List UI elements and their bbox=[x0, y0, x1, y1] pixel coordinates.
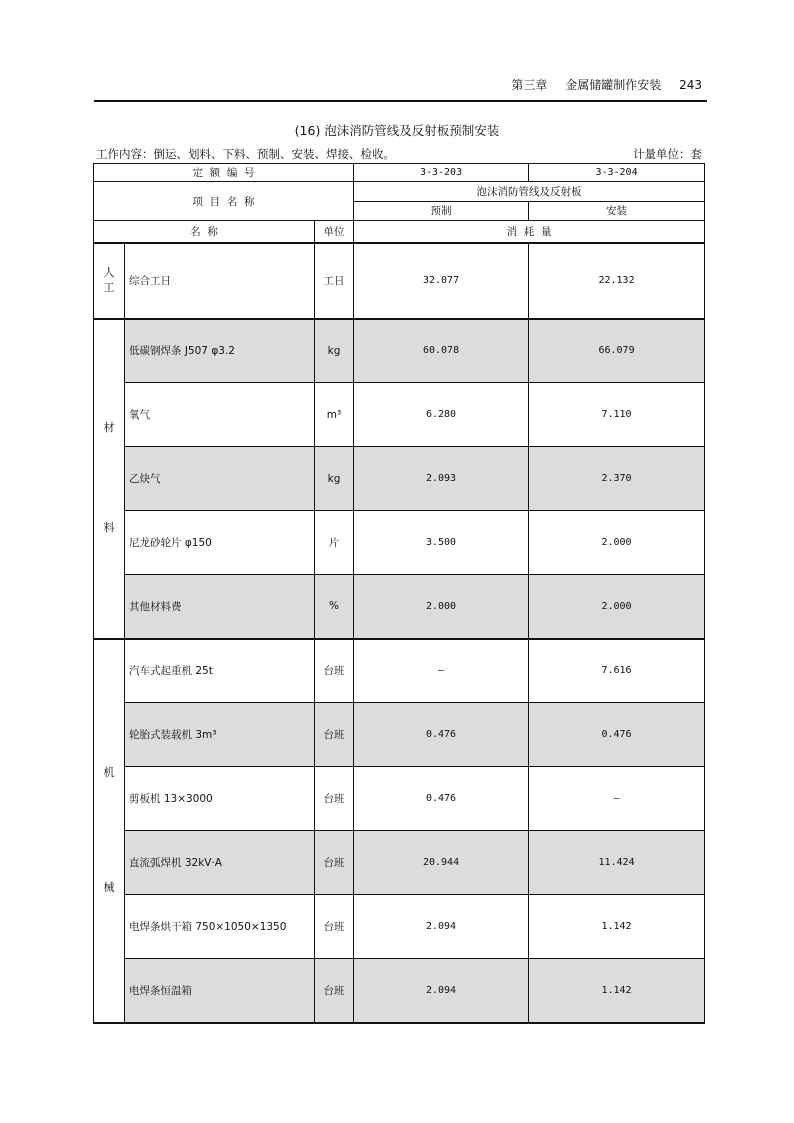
row-name: 其他材料费 bbox=[125, 575, 315, 639]
row-name: 综合工日 bbox=[125, 243, 315, 319]
category-labor-char-2: 工 bbox=[103, 280, 115, 294]
row-value-2: 2.000 bbox=[529, 575, 705, 639]
column-header-row bbox=[94, 221, 705, 243]
table-row bbox=[94, 243, 705, 319]
quota-code-row bbox=[94, 164, 705, 182]
row-value-1: 2.094 bbox=[354, 895, 529, 959]
category-material-char-1: 材 bbox=[103, 421, 115, 435]
table-row bbox=[94, 511, 705, 575]
row-value-1: 0.476 bbox=[354, 703, 529, 767]
table-row bbox=[94, 319, 705, 383]
chapter-title: 金属储罐制作安装 bbox=[565, 78, 662, 92]
row-name: 直流弧焊机 32kV·A bbox=[125, 831, 315, 895]
row-unit: m³ bbox=[315, 383, 354, 447]
row-name: 电焊条恒温箱 bbox=[125, 959, 315, 1023]
category-machine-char-1: 机 bbox=[103, 766, 115, 780]
table-row bbox=[94, 575, 705, 639]
row-name: 轮胎式装载机 3m³ bbox=[125, 703, 315, 767]
work-content: 工作内容：倒运、划料、下料、预制、安装、焊接、检收。 bbox=[96, 147, 395, 161]
group-header-row bbox=[94, 182, 705, 202]
row-value-2: 0.476 bbox=[529, 703, 705, 767]
quota-table bbox=[93, 163, 705, 1024]
measure-unit: 计量单位：套 bbox=[633, 147, 702, 161]
row-value-1: 2.000 bbox=[354, 575, 529, 639]
table-row bbox=[94, 959, 705, 1023]
table-row bbox=[94, 767, 705, 831]
row-unit: 台班 bbox=[315, 639, 354, 703]
consumption-column-header: 消 耗 量 bbox=[354, 221, 705, 243]
row-unit: kg bbox=[315, 319, 354, 383]
row-value-1: 32.077 bbox=[354, 243, 529, 319]
table-row bbox=[94, 895, 705, 959]
row-name: 汽车式起重机 25t bbox=[125, 639, 315, 703]
table-row bbox=[94, 383, 705, 447]
row-name: 氧气 bbox=[125, 383, 315, 447]
row-value-2: 1.142 bbox=[529, 895, 705, 959]
row-value-2: 2.370 bbox=[529, 447, 705, 511]
row-value-1: 2.094 bbox=[354, 959, 529, 1023]
row-unit: 台班 bbox=[315, 703, 354, 767]
row-value-2: 22.132 bbox=[529, 243, 705, 319]
table-row bbox=[94, 447, 705, 511]
row-unit: 工日 bbox=[315, 243, 354, 319]
category-material bbox=[94, 319, 125, 639]
table-row bbox=[94, 639, 705, 703]
unit-column-header: 单位 bbox=[315, 221, 354, 243]
section-title: (16) 泡沫消防管线及反射板预制安装 bbox=[294, 123, 500, 138]
row-value-1: 6.280 bbox=[354, 383, 529, 447]
row-unit: 台班 bbox=[315, 895, 354, 959]
row-value-2: 7.110 bbox=[529, 383, 705, 447]
row-unit: 台班 bbox=[315, 959, 354, 1023]
row-value-2: 1.142 bbox=[529, 959, 705, 1023]
category-labor bbox=[94, 243, 125, 319]
row-unit: 台班 bbox=[315, 767, 354, 831]
item-label: 项 目 名 称 bbox=[94, 182, 354, 221]
row-value-2: — bbox=[529, 767, 705, 831]
table-row bbox=[94, 831, 705, 895]
row-name: 尼龙砂轮片 φ150 bbox=[125, 511, 315, 575]
category-material-char-2: 料 bbox=[103, 521, 115, 535]
code-cell-2: 3-3-204 bbox=[529, 164, 705, 182]
row-unit: 片 bbox=[315, 511, 354, 575]
row-name: 电焊条烘干箱 750×1050×1350 bbox=[125, 895, 315, 959]
row-unit: kg bbox=[315, 447, 354, 511]
page-number: 243 bbox=[679, 78, 702, 92]
header-rule bbox=[94, 100, 707, 102]
row-value-1: 0.476 bbox=[354, 767, 529, 831]
quota-label: 定 额 编 号 bbox=[94, 164, 354, 182]
row-unit: 台班 bbox=[315, 831, 354, 895]
row-value-1: — bbox=[354, 639, 529, 703]
subheader-prefab: 预制 bbox=[354, 201, 529, 221]
name-column-header: 名 称 bbox=[94, 221, 315, 243]
row-value-1: 20.944 bbox=[354, 831, 529, 895]
row-name: 剪板机 13×3000 bbox=[125, 767, 315, 831]
category-machine bbox=[94, 639, 125, 1023]
code-cell-1: 3-3-203 bbox=[354, 164, 529, 182]
row-value-2: 7.616 bbox=[529, 639, 705, 703]
row-value-2: 11.424 bbox=[529, 831, 705, 895]
category-labor-char-1: 人 bbox=[103, 266, 115, 280]
table-row bbox=[94, 703, 705, 767]
chapter-number: 第三章 bbox=[511, 78, 548, 92]
row-value-1: 2.093 bbox=[354, 447, 529, 511]
running-header bbox=[497, 76, 702, 93]
row-value-1: 3.500 bbox=[354, 511, 529, 575]
row-name: 低碳钢焊条 J507 φ3.2 bbox=[125, 319, 315, 383]
row-name: 乙炔气 bbox=[125, 447, 315, 511]
row-value-1: 60.078 bbox=[354, 319, 529, 383]
category-machine-char-2: 械 bbox=[103, 880, 115, 894]
group-header: 泡沫消防管线及反射板 bbox=[354, 182, 705, 202]
row-value-2: 2.000 bbox=[529, 511, 705, 575]
row-value-2: 66.079 bbox=[529, 319, 705, 383]
subheader-install: 安装 bbox=[529, 201, 705, 221]
row-unit: % bbox=[315, 575, 354, 639]
